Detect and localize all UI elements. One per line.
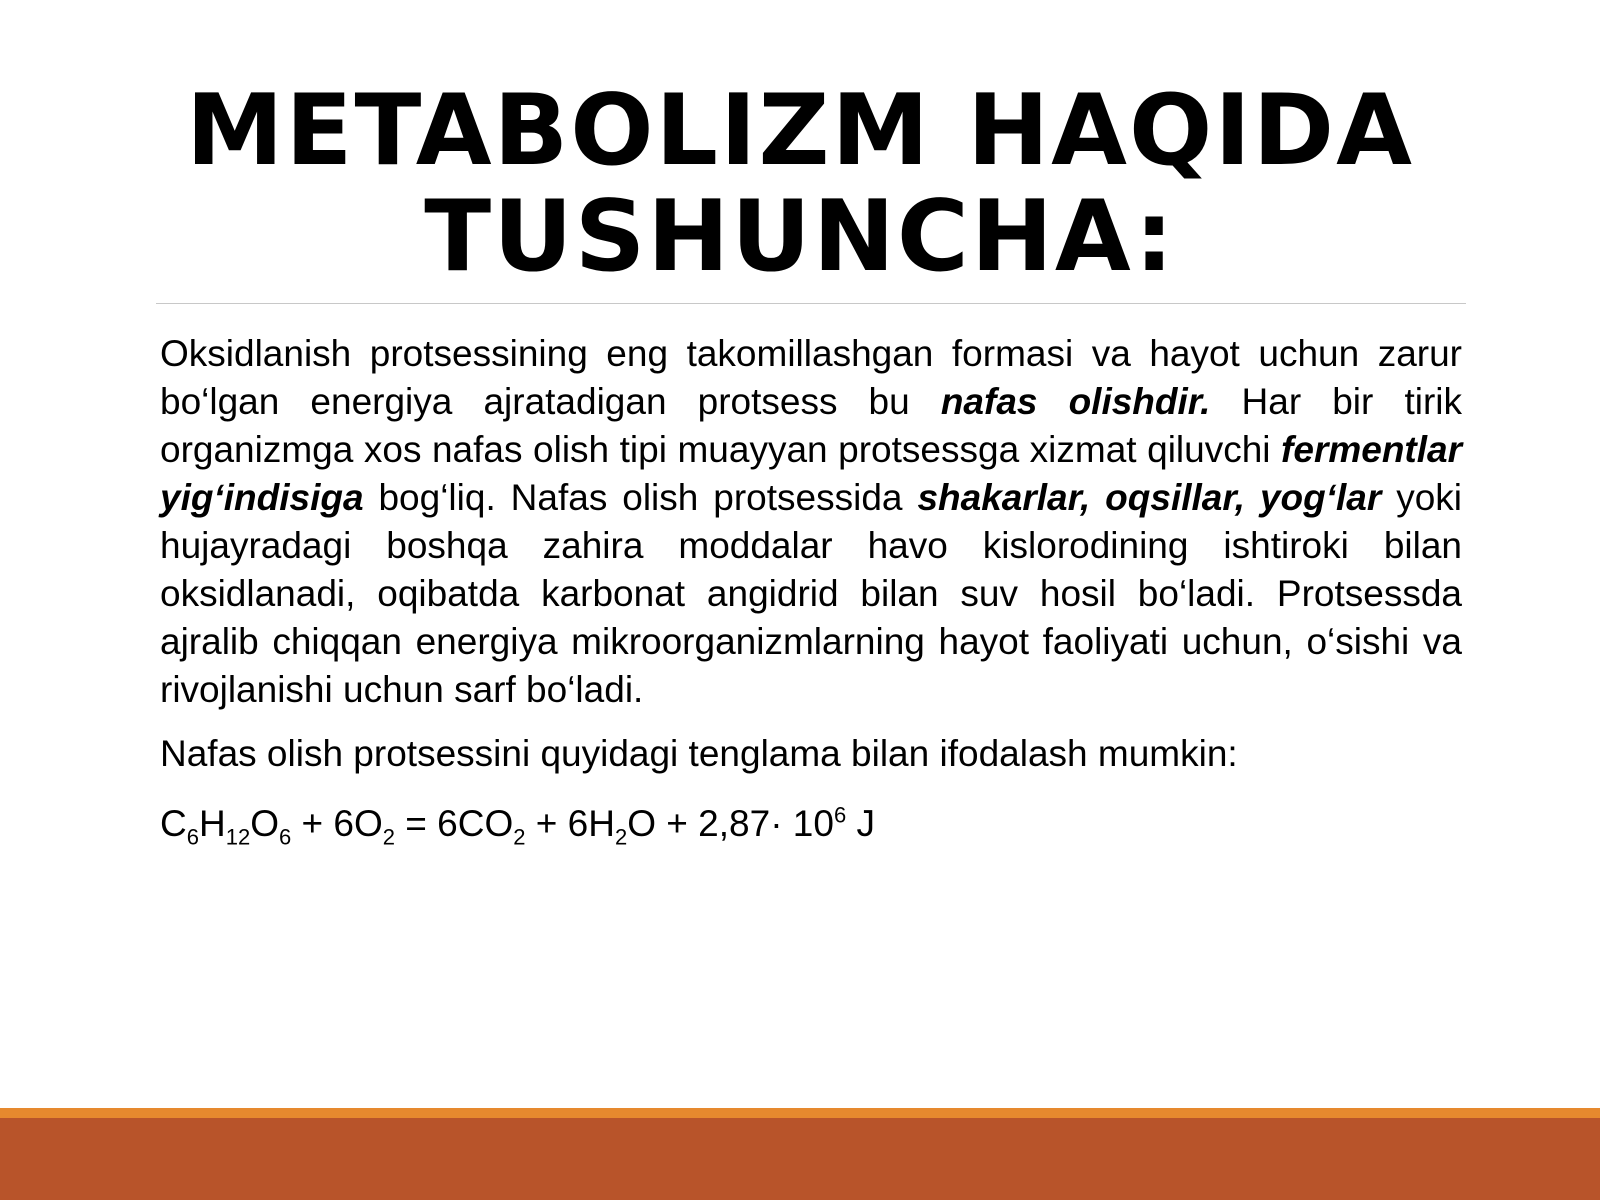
- paragraph-equation-intro: Nafas olish protsessini quyidagi tenglama bilan ifodalash mumkin:: [160, 733, 1238, 774]
- equation-part: + 6H: [525, 803, 615, 844]
- slide-title: [130, 74, 1470, 294]
- equation-subscript: 2: [513, 824, 526, 850]
- emphasis-fermentlar: fermentlar yig‘indisiga: [160, 429, 1462, 518]
- equation-subscript: 6: [186, 824, 199, 850]
- equation-subscript: 2: [382, 824, 396, 850]
- equation-part: + 6O: [291, 803, 383, 844]
- equation-part: = 6CO: [395, 803, 514, 844]
- paragraph-text: Oksidlanish protsessining eng takomillashgan formasi va hayot uchun zarur bo‘lgan energiya ajratadigan protsess bu: [160, 333, 1462, 422]
- footer-band: [0, 1108, 1600, 1200]
- equation-subscript: 12: [225, 824, 251, 850]
- footer-stripe: [0, 1108, 1600, 1118]
- slide-body: [160, 330, 1462, 864]
- paragraph-text: yoki hujayradagi boshqa zahira moddalar havo kislorodining ishtiroki bilan oksidlanadi, oqibatda karbonat angidrid bilan suv hosil bo‘ladi. Protsessda ajralib chiqqan energiya mikroorganizmlarning hayot faoliyati uchun, o‘sishi va rivojlanishi uchun sarf bo‘ladi.: [160, 477, 1462, 710]
- equation-subscript: 6: [278, 824, 292, 850]
- equation-part: H: [198, 803, 226, 844]
- paragraph-text: bog‘liq. Nafas olish protsessida: [363, 477, 918, 518]
- equation-part: O: [250, 803, 279, 844]
- equation-part: J: [846, 803, 875, 844]
- paragraph-respiration: [160, 330, 1462, 714]
- equation-superscript: 6: [833, 802, 847, 828]
- chemical-equation: [160, 800, 1462, 848]
- equation-part: O + 2,87· 10: [627, 803, 834, 844]
- title-line-1: METABOLIZM HAQIDA: [186, 74, 1414, 188]
- equation-subscript: 2: [614, 824, 628, 850]
- paragraph-text: Har bir tirik organizmga xos nafas olish tipi muayyan protsessga xizmat qiluvchi: [160, 381, 1462, 470]
- title-divider: [156, 303, 1466, 304]
- equation-part: C: [160, 803, 187, 844]
- title-line-2: TUSHUNCHA:: [424, 180, 1176, 294]
- emphasis-nafas-olishdir: nafas olishdir.: [940, 381, 1211, 422]
- emphasis-nutrients: shakarlar, oqsillar, yog‘lar: [917, 477, 1382, 518]
